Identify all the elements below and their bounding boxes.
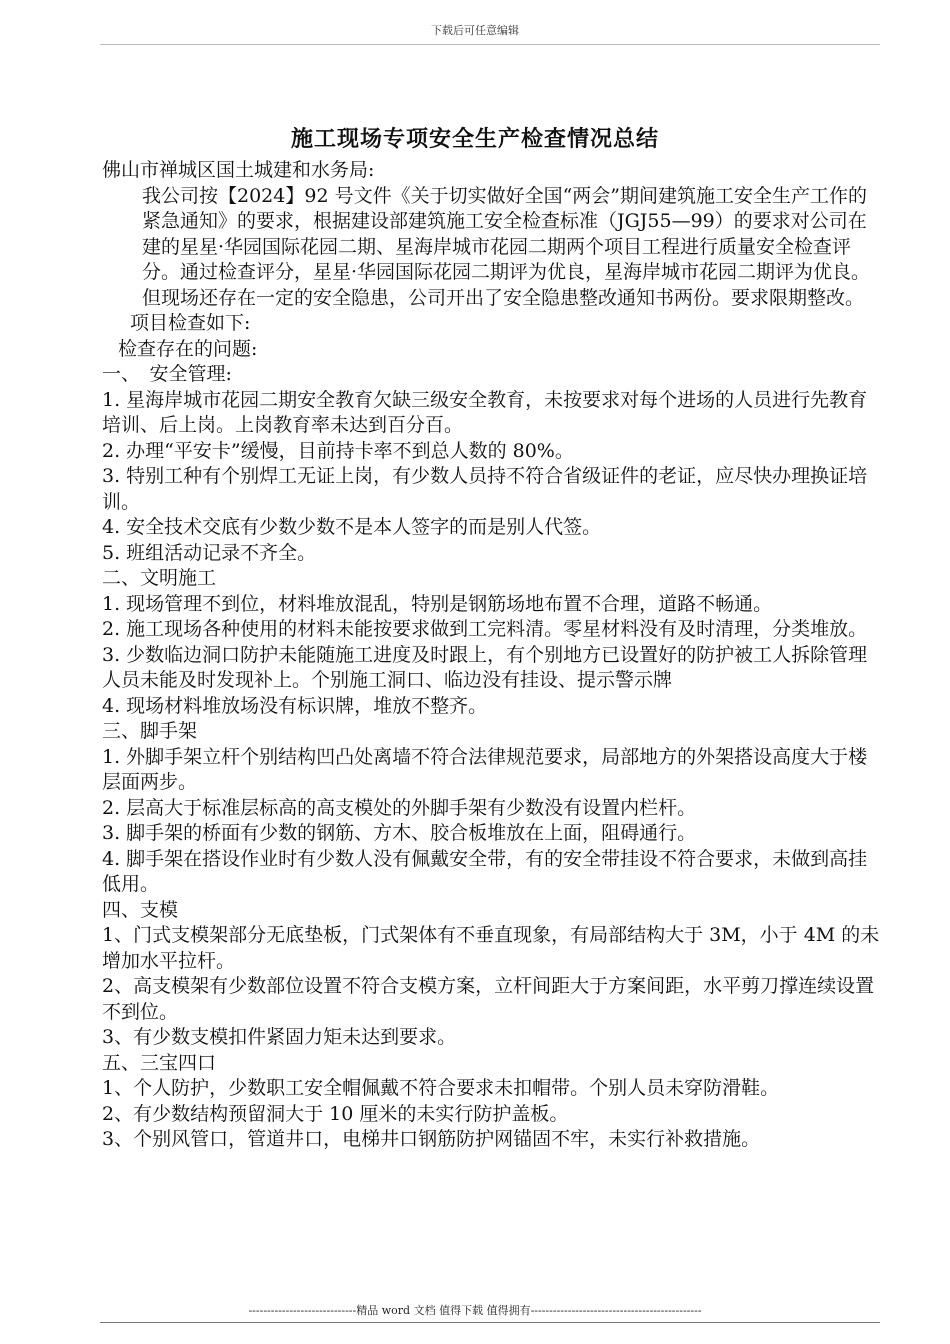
list-item: 1. 星海岸城市花园二期安全教育欠缺三级安全教育，未按要求对每个进场的人员进行先教育培训、后上岗。上岗教育率未达到百分百。	[102, 388, 868, 436]
list-item: 2. 施工现场各种使用的材料未能按要求做到工完料清。零星材料没有及时清理，分类堆放。	[102, 618, 868, 640]
list-item: 4. 脚手架在搭设作业时有少数人没有佩戴安全带，有的安全带挂设不符合要求，未做到高挂低用。	[102, 847, 868, 895]
header-divider	[100, 44, 880, 45]
list-item: 3. 少数临边洞口防护未能随施工进度及时跟上，有个别地方已设置好的防护被工人拆除管理人员未能及时发现补上。个别施工洞口、临边没有挂设、提示警示牌	[102, 643, 868, 691]
document-title: 施工现场专项安全生产检查情况总结	[290, 126, 659, 152]
list-item: 2. 办理“平安卡”缓慢，目前持卡率不到总人数的 80%。	[102, 439, 574, 462]
section-civilized-construction	[102, 566, 882, 719]
list-item: 3、个别风管口，管道井口，电梯井口钢筋防护网锚固不牢，未实行补救措施。	[102, 1128, 761, 1150]
section-three-treasures-four-openings	[102, 1051, 882, 1153]
footer-divider	[100, 1322, 880, 1323]
list-item: 1. 外脚手架立杆个别结构凹凸处离墙不符合法律规范要求，局部地方的外架搭设高度大于楼层面两步。	[102, 745, 868, 793]
list-item: 1、门式支模架部分无底垫板，门式架体有不垂直现象，有局部结构大于 3M，小于 4M 的未增加水平拉杆。	[102, 924, 880, 972]
list-item: 3. 特别工种有个别焊工无证上岗，有少数人员持不符合省级证件的老证，应尽快办理换证培训。	[102, 465, 868, 513]
section-safety-management	[102, 362, 882, 566]
list-item: 2、高支模架有少数部位设置不符合支模方案，立杆间距大于方案间距，水平剪刀撑连续设置不到位。	[102, 975, 875, 1023]
section-heading: 四、支模	[102, 898, 179, 921]
section-heading: 五、三宝四口	[102, 1051, 217, 1074]
section-heading: 一、 安全管理:	[102, 363, 232, 385]
section-heading: 三、脚手架	[102, 720, 198, 742]
list-item: 3、有少数支模扣件紧固力矩未达到要求。	[102, 1026, 457, 1048]
header-note: 下载后可任意编辑	[431, 24, 519, 37]
list-item: 1. 现场管理不到位，材料堆放混乱，特别是钢筋场地布置不合理，道路不畅通。	[102, 592, 773, 615]
section-formwork	[102, 898, 882, 1051]
document-body	[102, 158, 882, 1153]
list-item: 4. 安全技术交底有少数少数不是本人签字的而是别人代签。	[102, 516, 602, 538]
list-item: 5. 班组活动记录不齐全。	[102, 541, 317, 564]
salutation: 佛山市禅城区国土城建和水务局:	[102, 159, 375, 181]
project-check-line: 项目检查如下:	[130, 312, 251, 334]
list-item: 2. 层高大于标准层标高的高支模处的外脚手架有少数没有设置内栏杆。	[102, 796, 697, 819]
list-item: 4. 现场材料堆放场没有标识牌，堆放不整齐。	[102, 694, 488, 717]
footer-note: -----------------------------精品 word 文档 值得下载 值得拥有----------------------------------------------	[248, 1304, 702, 1317]
list-item: 3. 脚手架的桥面有少数的钢筋、方木、胶合板堆放在上面，阻碍通行。	[102, 822, 697, 844]
issues-heading: 检查存在的问题:	[118, 337, 258, 360]
list-item: 1、个人防护，少数职工安全帽佩戴不符合要求未扣帽带。个别人员未穿防滑鞋。	[102, 1077, 780, 1099]
section-heading: 二、文明施工	[102, 567, 217, 589]
intro-paragraph: 我公司按【2024】92 号文件《关于切实做好全国“两会”期间建筑施工安全生产工作的紧急通知》的要求，根据建设部建筑施工安全检查标准（JGJ55—99）的要求对公司在建的星星·华园国际花园二期、星海岸城市花园二期两个项目工程进行质量安全检查评分。通过检查评分，星星·华园国际花园二期评为优良，星海岸城市花园二期评为优良。但现场还存在一定的安全隐患，公司开出了安全隐患整改通知书两份。要求限期整改。	[142, 184, 871, 309]
section-scaffolding	[102, 719, 882, 898]
list-item: 2、有少数结构预留洞大于 10 厘米的未实行防护盖板。	[102, 1102, 569, 1125]
